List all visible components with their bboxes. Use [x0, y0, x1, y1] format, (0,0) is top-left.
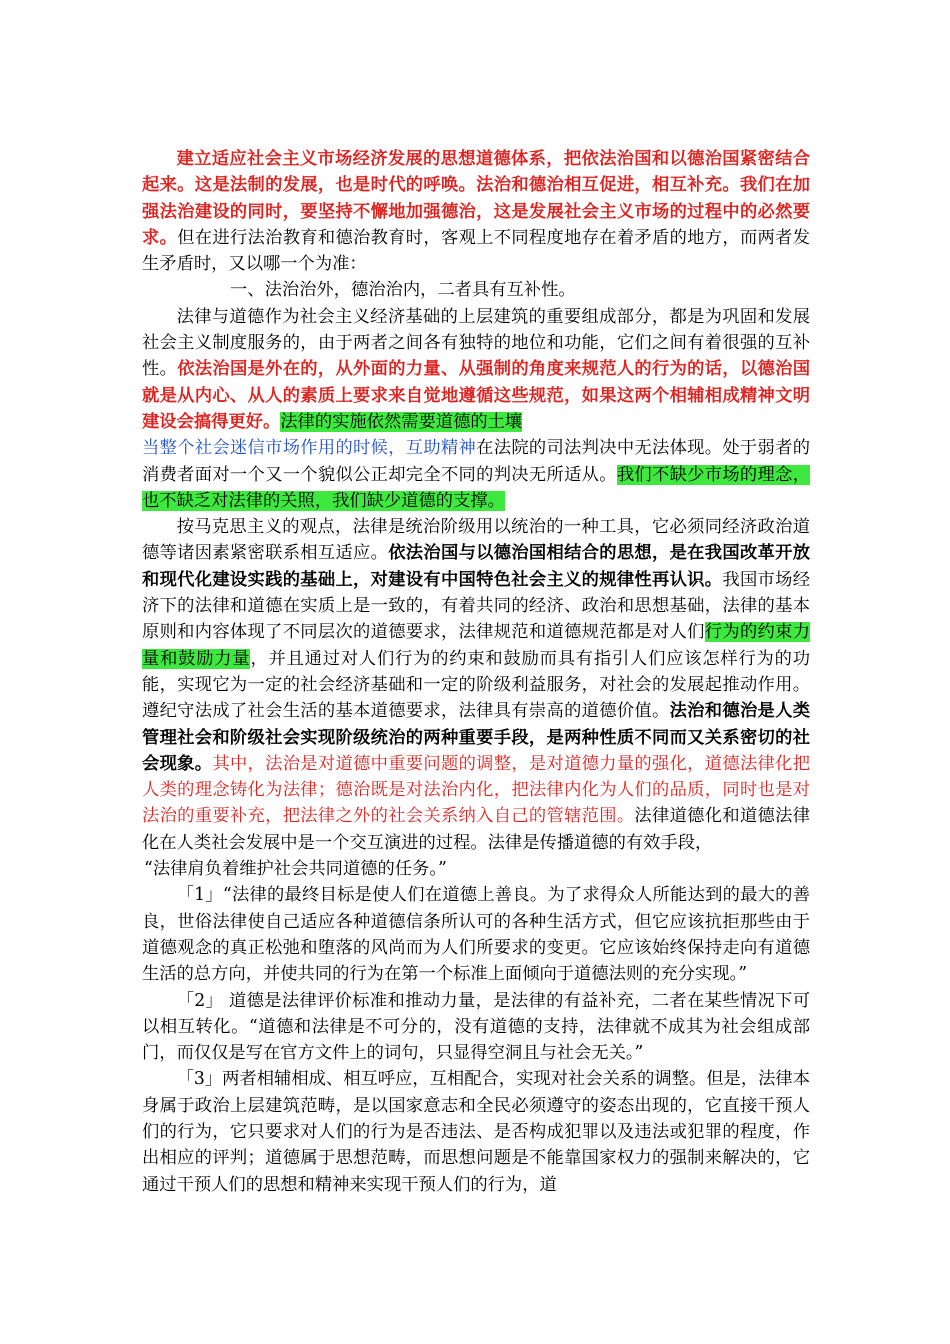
- highlighted-text: 我们不缺少市场的理念，也不缺乏对法律的关照，我们缺少道德的支撑。: [142, 464, 810, 511]
- body-text: 按马克思主义的观点，法律是统治阶级用以统治的一种工具，它必须同经济政治道德等诸因素紧密联系相互适应。: [142, 517, 810, 564]
- bold-text: 法治和德治是人类管理社会和阶级社会实现阶级统治的两种重要手段，是两种性质不同而又关系密切的社会现象。: [142, 701, 810, 774]
- highlighted-text: 行为的约束力量和鼓励力量: [142, 622, 810, 669]
- body-text: 法律与道德作为社会主义经济基础的上层建筑的重要组成部分，都是为巩固和发展社会主义制度服务的，由于两者之间各有独特的地位和功能，它们之间有着很强的互补性。: [142, 306, 810, 380]
- paragraph-complementarity: [142, 304, 810, 514]
- paragraph-footnote-2: 「2」 道德是法律评价标准和推动力量，是法律的有益补充，二者在某些情况下可以相互转化。“道德和法律是不可分的，没有道德的支持，法律就不成其为社会组成部门，而仅仅是写在官方文件上的词句，只显得空洞且与社会无关。”: [142, 990, 810, 1064]
- body-text: ，并且通过对人们行为的约束和鼓励而具有指引人们应该怎样行为的功能，实现它为一定的社会经济基础和一定的阶级利益服务，对社会的发展起推动作用。遵纪守法成了社会生活的基本道德要求，法律具有崇高的道德价值。: [142, 648, 810, 722]
- document-body: [142, 146, 810, 1198]
- paragraph-intro: [142, 146, 810, 277]
- red-text: 其中，法治是对道德中重要问题的调整，是对道德力量的强化，道德法律化把人类的理念铸化为法律；德治既是对法治内化，把法律内化为人们的品质，同时也是对法治的重要补充，把法律之外的社会关系纳入自己的管辖范围。: [142, 753, 810, 827]
- red-bold-text: 依法治国是外在的，从外面的力量、从强制的角度来规范人的行为的话，以德治国就是从内心、从人的素质上要求来自觉地遵循这些规范，如果这两个相辅相成精神文明建设会搞得更好。: [142, 359, 810, 432]
- body-text: 法律道德化和道德法律化在人类社会发展中是一个交互演进的过程。法律是传播道德的有效手段，: [142, 806, 810, 853]
- blue-text: 当整个社会迷信市场作用的时候，互助精神: [142, 438, 477, 459]
- red-bold-text: 建立适应社会主义市场经济发展的思想道德体系，把依法治国和以德治国紧密结合起来。这是法制的发展，也是时代的呼唤。法治和德治相互促进，相互补充。我们在加强法治建设的同时，要坚持不懈地加强德治，这是发展社会主义市场的过程中的必然要求。: [142, 149, 810, 248]
- body-text: 但在进行法治教育和德治教育时，客观上不同程度地存在着矛盾的地方，而两者发生矛盾时，又以哪一个为准：: [142, 227, 810, 275]
- paragraph-marxism: [142, 514, 810, 882]
- body-text: 在法院的司法判决中无法体现。处于弱者的消费者面对一个又一个貌似公正却完全不同的判决无所适从。: [142, 438, 810, 485]
- bold-text: 依法治国与以德治国相结合的思想，是在我国改革开放和现代化建设实践的基础上，对建设有中国特色社会主义的规律性再认识。: [142, 543, 810, 590]
- section-heading: 一、法治治外，德治治内，二者具有互补性。: [230, 280, 576, 301]
- highlighted-text: 法律的实施依然需要道德的土壤: [280, 411, 523, 432]
- body-text: 我国市场经济下的法律和道德在实质上是一致的，有着共同的经济、政治和思想基础，法律的基本原则和内容体现了不同层次的道德要求，法律规范和道德规范都是对人们: [142, 569, 810, 643]
- paragraph-footnote-1: 「1」“法律的最终目标是使人们在道德上善良。为了求得众人所能达到的最大的善良，世俗法律使自己适应各种道德信条所认可的各种生活方式，但它应该抗拒那些由于道德观念的真正松弛和堕落的风尚而为人们所要求的变更。它应该始终保持走向有道德生活的总方向，并使共同的行为在第一个标准上面倾向于道德法则的充分实现。”: [142, 885, 810, 985]
- quote-text: “法律肩负着维护社会共同道德的任务。”: [144, 859, 447, 880]
- paragraph-footnote-3: 「3」两者相辅相成、相互呼应，互相配合，实现对社会关系的调整。但是，法律本身属于政治上层建筑范畴，是以国家意志和全民必须遵守的姿态出现的，它直接干预人们的行为，它只要求对人们的行为是否违法、是否构成犯罪以及违法或犯罪的程度，作出相应的评判；道德属于思想范畴，而思想问题是不能靠国家权力的强制来解决的，它通过干预人们的思想和精神来实现干预人们的行为，道: [142, 1069, 810, 1195]
